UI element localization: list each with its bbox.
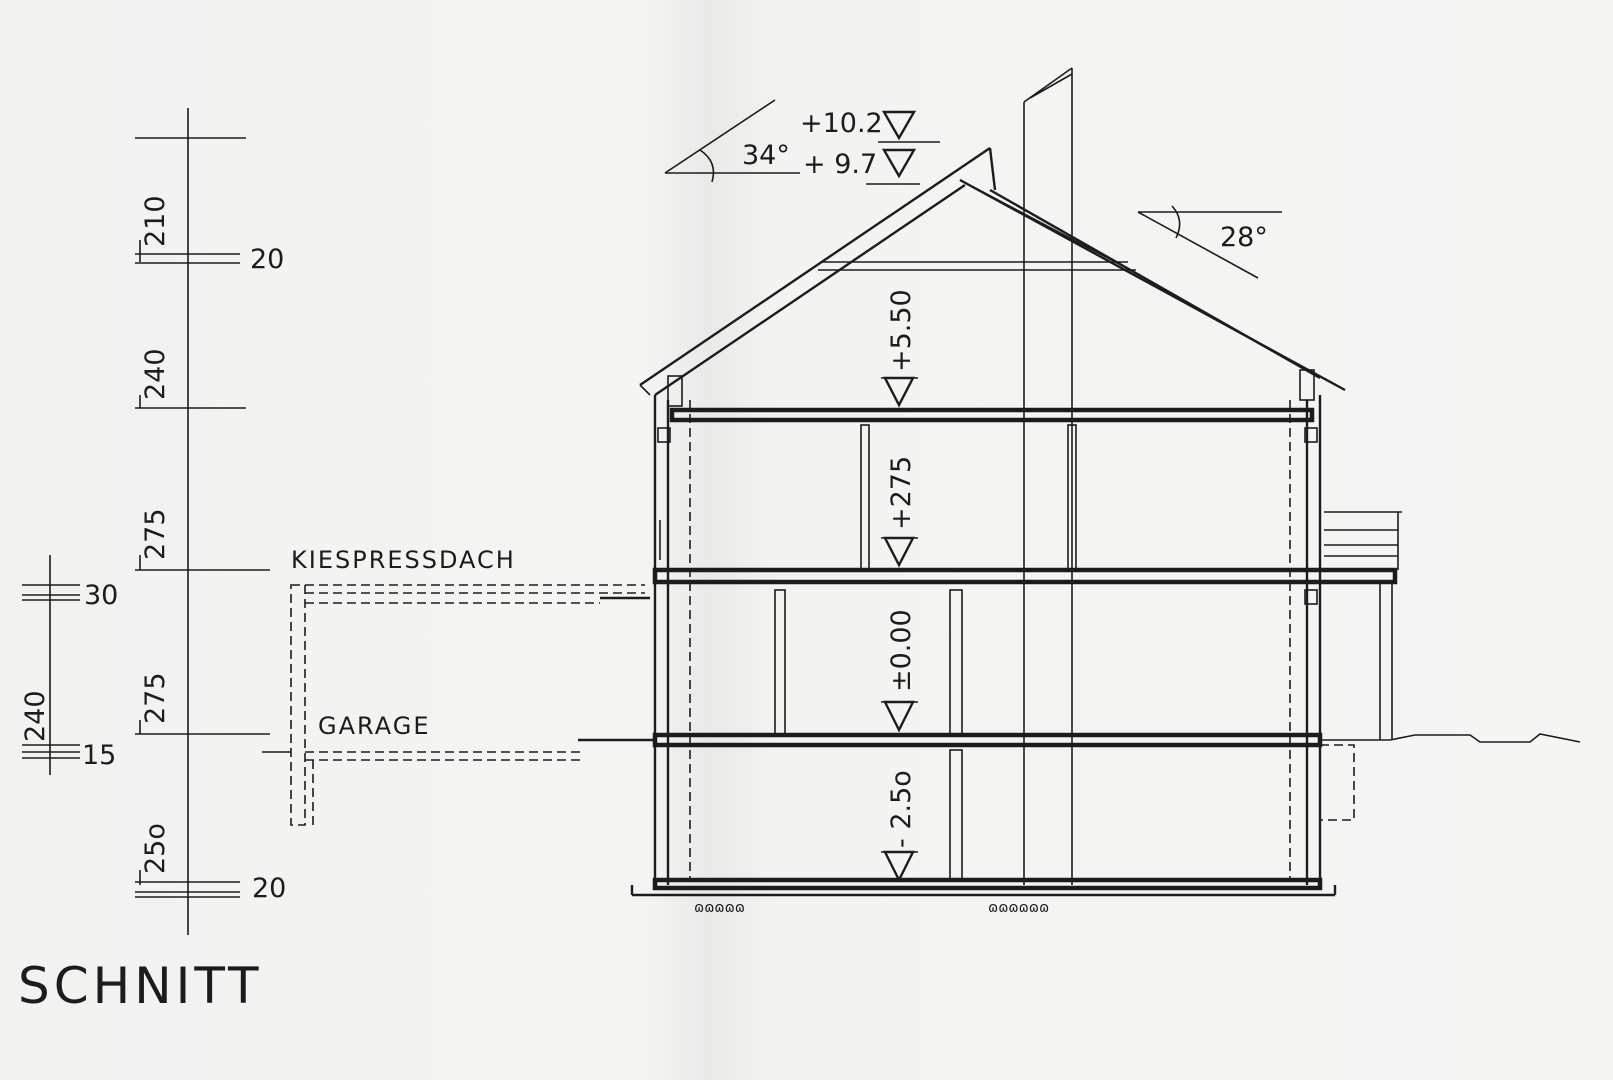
- level-ridge: + 9.7: [803, 149, 878, 180]
- level-marker-ridge-top: [878, 112, 940, 142]
- level-upper: +275: [886, 455, 917, 530]
- dim-275-upper: 275: [140, 508, 171, 560]
- dim-20-top: 20: [250, 244, 285, 275]
- label-garage: GARAGE: [318, 712, 431, 740]
- gravel-mark-left: ɷɷɷɷɷ: [694, 900, 745, 916]
- dim-250: 25o: [140, 823, 171, 874]
- dim-210: 210: [140, 195, 171, 247]
- dim-30: 30: [84, 580, 119, 611]
- label-kiespressdach: KIESPRESSDACH: [291, 546, 516, 574]
- angle-left: 34°: [742, 140, 790, 171]
- level-ridge-top: +10.2: [800, 108, 883, 139]
- level-marker-ground: [881, 702, 918, 730]
- dim-240: 240: [140, 348, 171, 400]
- level-ground: ±0.00: [886, 609, 917, 692]
- garage-outline: [262, 585, 650, 825]
- house-section: [578, 68, 1580, 916]
- dim-20-bottom: 20: [252, 873, 287, 904]
- dim-15: 15: [82, 740, 117, 771]
- level-basement: - 2.5o: [886, 770, 917, 848]
- level-attic: +5.50: [886, 289, 917, 372]
- dim-240-garage: 240: [20, 690, 51, 742]
- balcony: [1324, 512, 1402, 740]
- drawing-title: SCHNITT: [18, 957, 263, 1015]
- level-marker-upper: [881, 538, 918, 565]
- level-marker-attic: [881, 378, 918, 405]
- dim-275-lower: 275: [140, 672, 171, 724]
- gravel-mark-mid: ɷɷɷɷɷɷ: [988, 900, 1050, 916]
- angle-right: 28°: [1220, 222, 1268, 253]
- level-marker-basement: [881, 852, 918, 880]
